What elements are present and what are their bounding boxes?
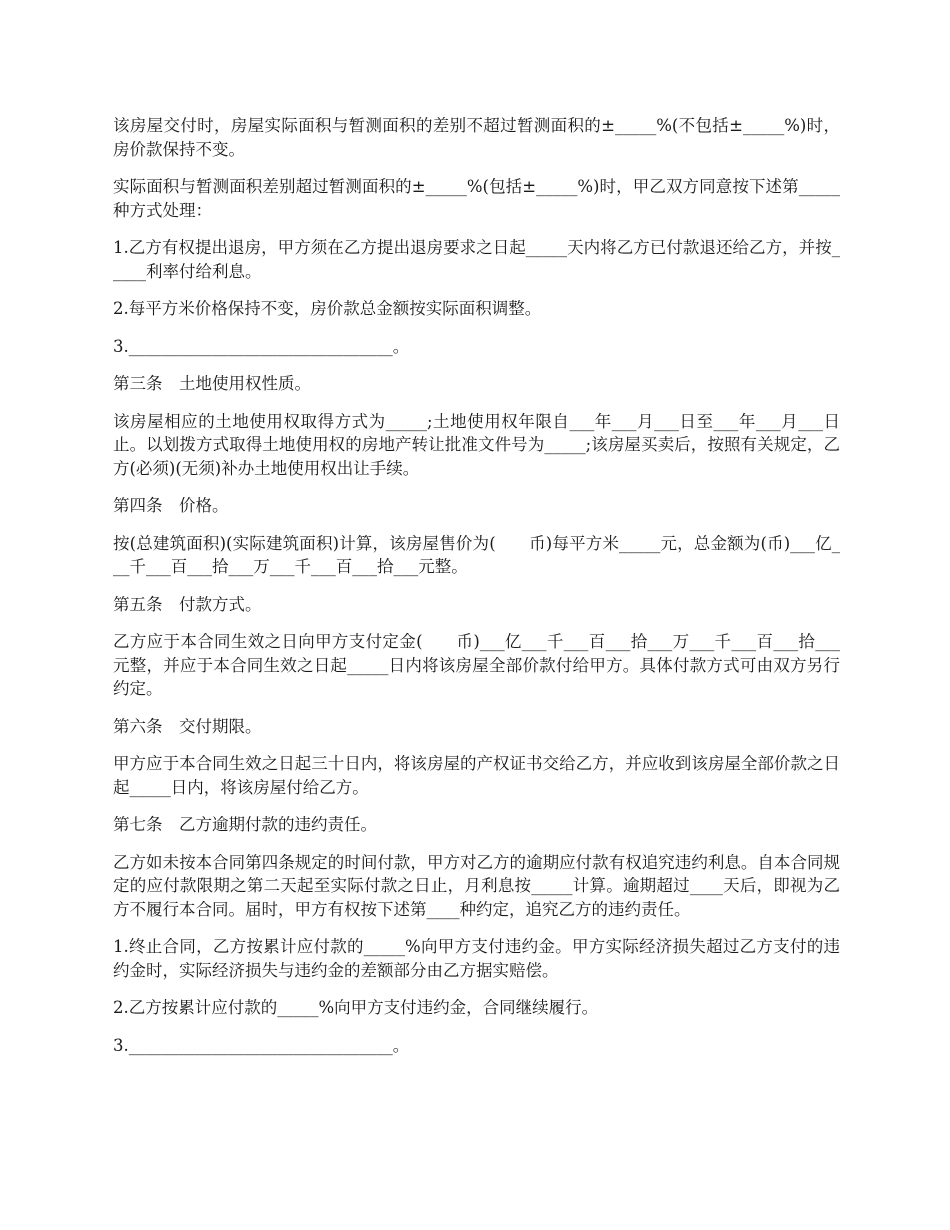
article-6-heading: 第六条 交付期限。 [113, 716, 262, 736]
paragraph-option-1: 1.乙方有权提出退房，甲方须在乙方提出退房要求之日起_____天内将乙方已付款退还给乙方，并按_____利率付给利息。 [113, 238, 840, 281]
article-4-heading: 第四条 价格。 [113, 496, 229, 515]
article-4-body: 按(总建筑面积)(实际建筑面积)计算，该房屋售价为( 币)每平方米_____元，总金额为(币)___亿___千___百___拾___万___千___百___拾___元整。 [113, 533, 840, 576]
article-7-body: 乙方如未按本合同第四条规定的时间付款，甲方对乙方的逾期应付款有权追究违约利息。自本合同规定的应付款限期之第二天起至实际付款之日止，月利息按_____计算。逾期超过____天后，即视为乙方不履行本合同。届时，甲方有权按下述第____种约定，追究乙方的违约责任。 [113, 852, 840, 919]
article-7-heading: 第七条 乙方逾期付款的违约责任。 [113, 815, 377, 834]
article-7-option-3: 3.________________________________。 [113, 1035, 410, 1055]
paragraph-area-tolerance: 该房屋交付时，房屋实际面积与暂测面积的差别不超过暂测面积的±_____%(不包括±_____%)时，房价款保持不变。 [113, 116, 840, 159]
paragraph-option-2: 2.每平方米价格保持不变，房价款总金额按实际面积调整。 [113, 299, 542, 318]
paragraph-area-excess: 实际面积与暂测面积差别超过暂测面积的±_____%(包括±_____%)时，甲乙双方同意按下述第_____种方式处理： [113, 177, 840, 220]
article-7-option-1: 1.终止合同，乙方按累计应付款的_____%向甲方支付违约金。甲方实际经济损失超过乙方支付的违约金时，实际经济损失与违约金的差额部分由乙方据实赔偿。 [113, 937, 840, 980]
article-5-body: 乙方应于本合同生效之日向甲方支付定金( 币)___亿___千___百___拾___万___千___百___拾___元整，并应于本合同生效之日起_____日内将该房屋全部价款付给甲方。具体付款方式可由双方另行约定。 [113, 632, 840, 698]
document-page [113, 114, 840, 1071]
article-5-heading: 第五条 付款方式。 [113, 594, 262, 614]
article-7-option-2: 2.乙方按累计应付款的_____%向甲方支付违约金，合同继续履行。 [113, 998, 599, 1017]
article-3-body: 该房屋相应的土地使用权取得方式为_____;土地使用权年限自___年___月___日至___年___月___日止。以划拨方式取得土地使用权的房地产转让批准文件号为_____;该房屋买卖后，按照有关规定，乙方(必须)(无须)补办土地使用权出让手续。 [113, 411, 840, 478]
paragraph-option-3: 3.________________________________。 [113, 336, 410, 356]
article-6-body: 甲方应于本合同生效之日起三十日内，将该房屋的产权证书交给乙方，并应收到该房屋全部价款之日起_____日内，将该房屋付给乙方。 [113, 754, 840, 797]
article-3-heading: 第三条 土地使用权性质。 [113, 374, 311, 393]
